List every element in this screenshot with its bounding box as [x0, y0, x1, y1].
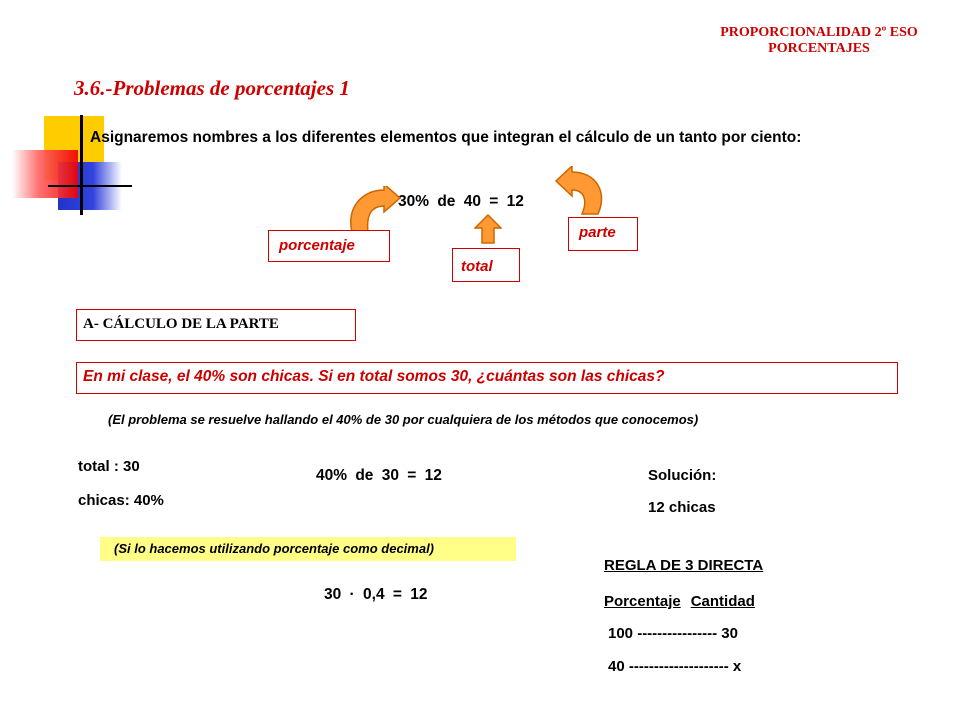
curved-arrow-icon-left — [344, 186, 404, 234]
label-total: total — [452, 248, 520, 282]
up-arrow-icon — [474, 214, 502, 244]
decor-vertical-line — [80, 115, 83, 215]
data-total: total : 30 — [78, 458, 140, 475]
problem-statement: En mi clase, el 40% son chicas. Si en total somos 30, ¿cuántas son las chicas? — [76, 362, 898, 394]
diagram-formula: 30% de 40 = 12 — [398, 193, 524, 210]
column-percentage: Porcentaje — [604, 593, 681, 610]
method-note: (El problema se resuelve hallando el 40% de 30 por cualquiera de los métodos que conocemos) — [108, 412, 699, 427]
header-line-2: PORCENTAJES — [768, 41, 870, 56]
rule-row-2: 40 -------------------- x — [608, 658, 742, 675]
section-title: 3.6.-Problemas de porcentajes 1 — [74, 76, 350, 100]
solution-value: 12 chicas — [648, 499, 716, 516]
rule-of-three-title: REGLA DE 3 DIRECTA — [604, 557, 764, 574]
rule-row-1: 100 ---------------- 30 — [608, 625, 738, 642]
decimal-method-note: (Si lo hacemos utilizando porcentaje como decimal) — [100, 537, 516, 561]
decor-red-square — [12, 150, 78, 198]
data-girls: chicas: 40% — [78, 492, 164, 509]
section-a-formula: 40% de 30 = 12 — [316, 467, 442, 484]
label-parte: parte — [568, 217, 638, 251]
header-line-1: PROPORCIONALIDAD 2º ESO — [720, 25, 918, 40]
curved-arrow-icon-right — [548, 166, 608, 218]
solution-label: Solución: — [648, 467, 717, 484]
label-porcentaje: porcentaje — [268, 230, 390, 262]
rule-of-three-columns — [604, 593, 755, 610]
column-quantity: Cantidad — [690, 593, 755, 610]
intro-text: Asignaremos nombres a los diferentes elementos que integran el cálculo de un tanto por ciento: — [90, 129, 802, 146]
decor-horizontal-line — [48, 185, 132, 187]
section-a-heading: A- CÁLCULO DE LA PARTE — [76, 309, 356, 341]
decimal-formula: 30 · 0,4 = 12 — [324, 586, 428, 603]
page-header — [704, 25, 934, 57]
